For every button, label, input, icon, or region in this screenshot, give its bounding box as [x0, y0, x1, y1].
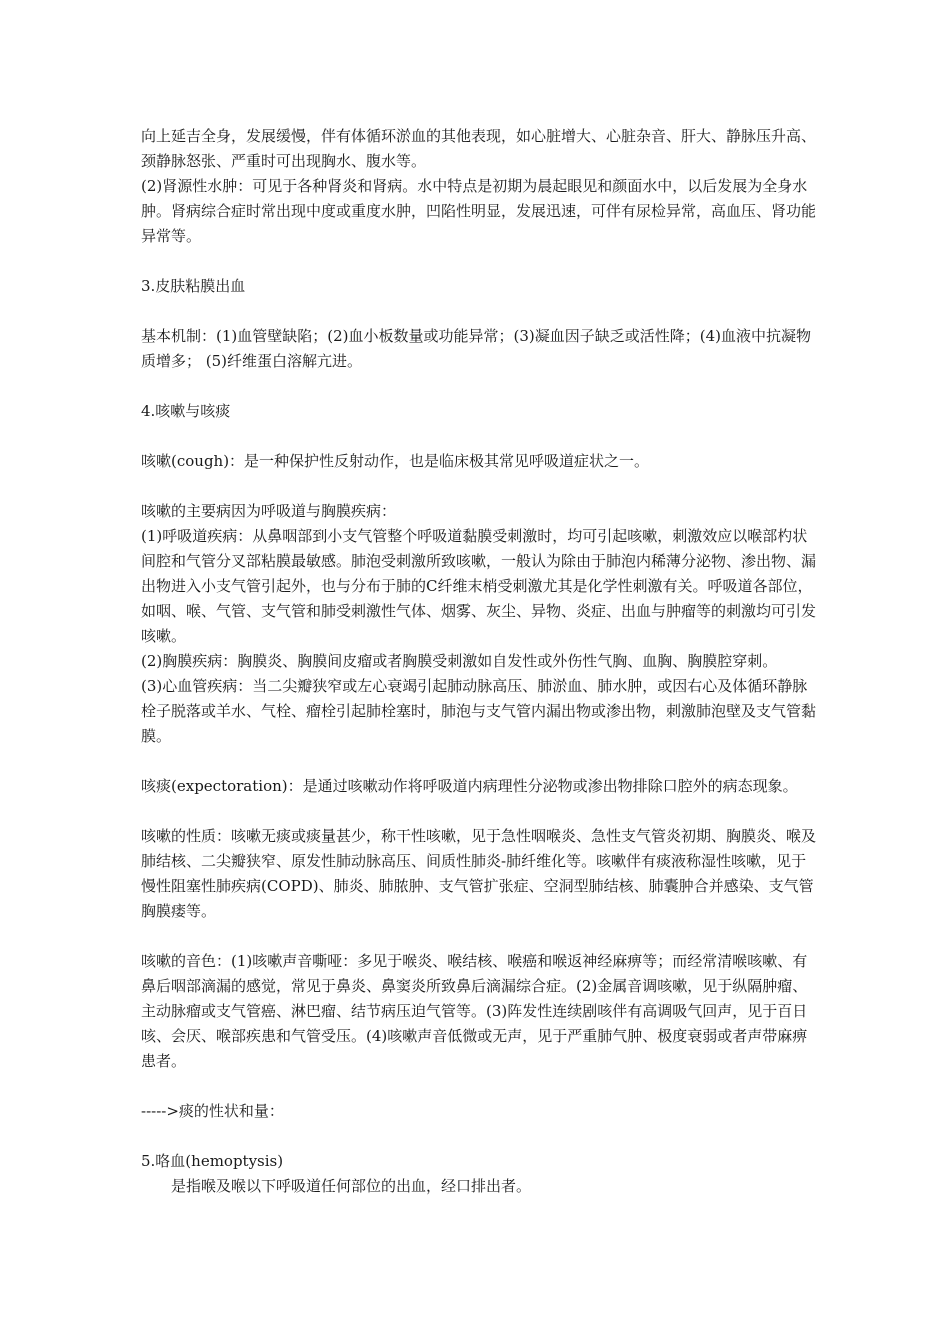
- paragraph-expectoration-definition: 咳痰(expectoration)：是通过咳嗽动作将呼吸道内病理性分泌物或渗出物排除口腔外的病态现象。: [141, 777, 798, 795]
- paragraph-pleural-disease: (2)胸膜疾病：胸膜炎、胸膜间皮瘤或者胸膜受刺激如自发性或外伤性气胸、血胸、胸膜腔穿刺。: [141, 652, 778, 670]
- paragraph-cardiovascular-disease: (3)心血管疾病：当二尖瓣狭窄或左心衰竭引起肺动脉高压、肺淤血、肺水肿，或因右心及体循环静脉栓子脱落或羊水、气栓、瘤栓引起肺栓塞时，肺泡与支气管内漏出物或渗出物，刺激肺泡壁及支气管黏膜。: [141, 677, 817, 745]
- section-heading-skin-bleeding: 3.皮肤粘膜出血: [141, 277, 246, 295]
- section-heading-cough-sputum: 4.咳嗽与咳痰: [141, 402, 231, 420]
- paragraph-heart-edema-continued: 向上延吉全身，发展缓慢，伴有体循环淤血的其他表现，如心脏增大、心脏杂音、肝大、静脉压升高、颈静脉怒张、严重时可出现胸水、腹水等。: [141, 127, 817, 170]
- paragraph-renal-edema: (2)肾源性水肿：可见于各种肾炎和肾病。水中特点是初期为晨起眼见和颜面水中，以后发展为全身水肿。肾病综合症时常出现中度或重度水肿，凹陷性明显，发展迅速，可伴有尿检异常，高血压、肾功能异常等。: [141, 177, 817, 245]
- paragraph-hemoptysis-definition: 是指喉及喉以下呼吸道任何部位的出血，经口排出者。: [171, 1177, 532, 1195]
- paragraph-cough-definition: 咳嗽(cough)：是一种保护性反射动作，也是临床极其常见呼吸道症状之一。: [141, 452, 650, 470]
- paragraph-sputum-traits-pointer: ----->痰的性状和量：: [141, 1102, 284, 1120]
- document-body: [141, 124, 821, 1199]
- paragraph-basic-mechanism: 基本机制：(1)血管壁缺陷；(2)血小板数量或功能异常；(3)凝血因子缺乏或活性降；(4)血液中抗凝物质增多； (5)纤维蛋白溶解亢进。: [141, 327, 811, 370]
- paragraph-cough-timbre: 咳嗽的音色：(1)咳嗽声音嘶哑：多见于喉炎、喉结核、喉癌和喉返神经麻痹等；而经常清喉咳嗽、有鼻后咽部滴漏的感觉，常见于鼻炎、鼻窦炎所致鼻后滴漏综合症。(2)金属音调咳嗽，见于纵隔肿瘤、主动脉瘤或支气管癌、淋巴瘤、结节病压迫气管等。(3)阵发性连续剧咳伴有高调吸气回声，见于百日咳、会厌、喉部疾患和气管受压。(4)咳嗽声音低微或无声，见于严重肺气肿、极度衰弱或者声带麻痹患者。: [141, 952, 808, 1070]
- paragraph-cough-nature: 咳嗽的性质：咳嗽无痰或痰量甚少，称干性咳嗽，见于急性咽喉炎、急性支气管炎初期、胸膜炎、喉及肺结核、二尖瓣狭窄、原发性肺动脉高压、间质性肺炎-肺纤维化等。咳嗽伴有痰液称湿性咳嗽，见于慢性阻塞性肺疾病(COPD)、肺炎、肺脓肿、支气管扩张症、空洞型肺结核、肺囊肿合并感染、支气管胸膜瘘等。: [141, 827, 817, 920]
- section-heading-hemoptysis: 5.咯血(hemoptysis): [141, 1152, 284, 1170]
- paragraph-respiratory-disease: (1)呼吸道疾病：从鼻咽部到小支气管整个呼吸道黏膜受刺激时，均可引起咳嗽，刺激效应以喉部杓状间腔和气管分叉部粘膜最敏感。肺泡受刺激所致咳嗽，一般认为除由于肺泡内稀薄分泌物、渗出物、漏出物进入小支气管引起外，也与分布于肺的C纤维末梢受刺激尤其是化学性刺激有关。呼吸道各部位，如咽、喉、气管、支气管和肺受刺激性气体、烟雾、灰尘、异物、炎症、出血与肿瘤等的刺激均可引发咳嗽。: [141, 527, 817, 645]
- paragraph-cough-causes-intro: 咳嗽的主要病因为呼吸道与胸膜疾病：: [141, 502, 397, 520]
